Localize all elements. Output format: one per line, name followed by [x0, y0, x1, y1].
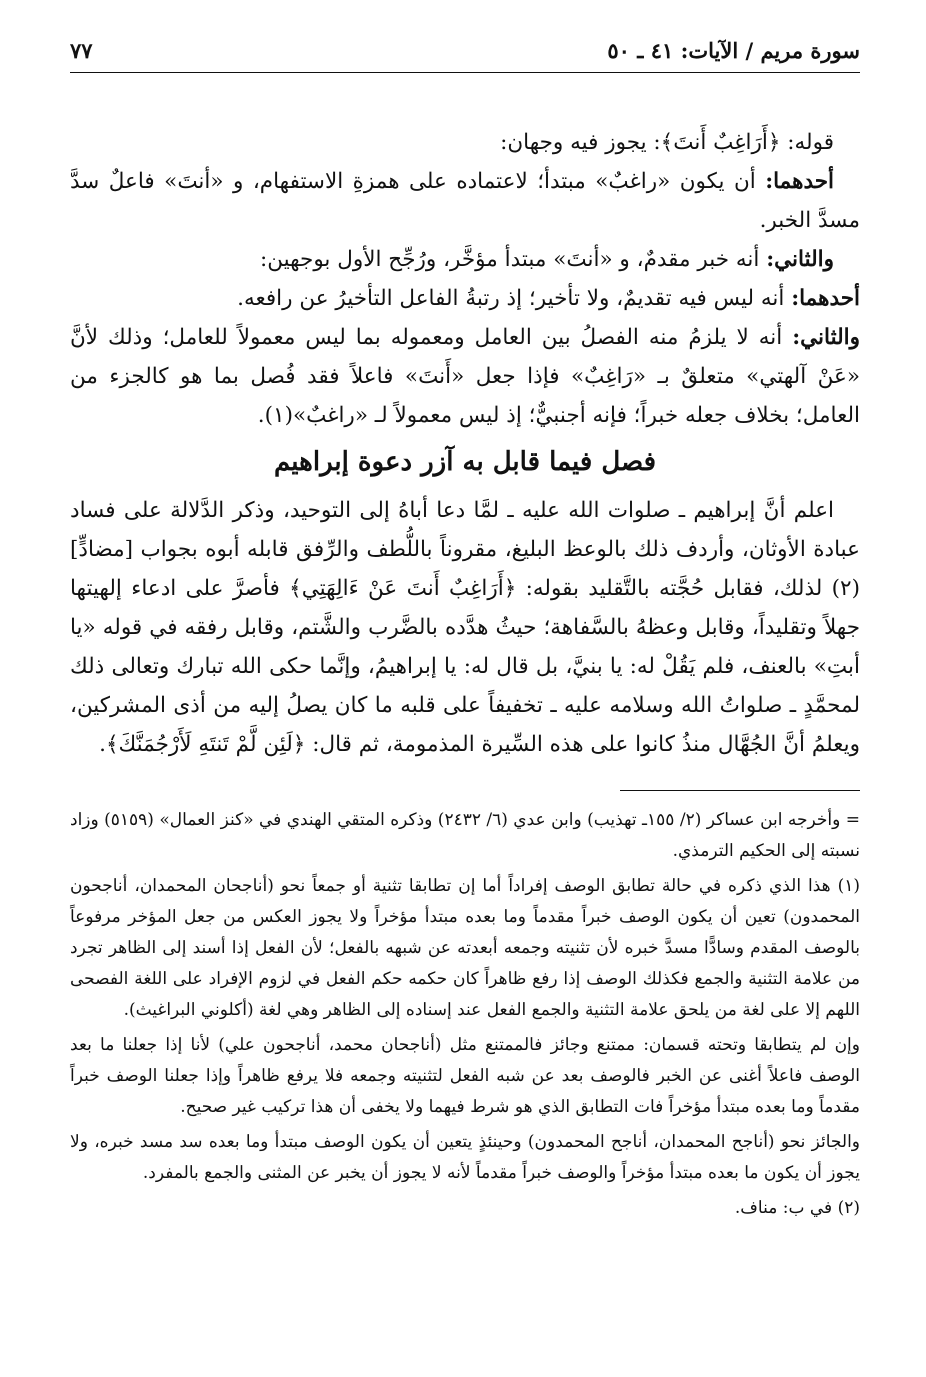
section-heading: فصل فيما قابل به آزر دعوة إبراهيم	[273, 447, 657, 477]
footnote-1-part-c: والجائز نحو (أناجح المحمدان، أناجح المحمدون) وحينئذٍ يتعين أن يكون الوصف مبتدأ وما بعده سد مسد خبره، ولا يجوز أن يكون ما بعده مبتدأ مؤخراً والوصف خبراً مقدماً لأنه لا يجوز أن يخبر عن المثنى والجمع بالمفرد.	[70, 1132, 860, 1183]
label-second: والثاني:	[766, 247, 834, 272]
paragraph-second-view	[70, 240, 860, 279]
page-header	[70, 32, 860, 73]
label-reason-one: أحدهما:	[791, 286, 860, 311]
text-reason-one: أنه ليس فيه تقديمٌ، ولا تأخير؛ إذ رتبةُ الفاعل التأخيرُ عن رافعه.	[237, 286, 792, 311]
footnote-continued: = وأخرجه ابن عساكر (٢/ ١٥٥ـ تهذيب) وابن عدي (٦/ ٢٤٣٢) وذكره المتقي الهندي في «كنز العمال» (٥١٥٩) وزاد نسبته إلى الحكيم الترمذي.	[70, 810, 860, 861]
paragraph-section-body: اعلم أنَّ إبراهيم ـ صلوات الله عليه ـ لمَّا دعا أباهُ إلى التوحيد، وذكر الدَّلالة على فساد عبادة الأوثان، وأردف ذلك بالوعظ البليغ، مقروناً باللُّطف والرِّفق قابله أبوه بجواب [مضادٍّ](٢) لذلك، فقابل حُجَّته بالتَّقليد بقوله: ﴿أَرَاغِبٌ أَنتَ عَنْ ءَالِهَتِي﴾ فأصرَّ على ادعاء إلهيتها جهلاً وتقليداً، وقابل وعظهُ بالسَّفاهة؛ حيثُ هدَّده بالضَّرب والشَّتم، وقابل رفقه في قوله «يا أبتِ» بالعنف، فلم يَقُلْ له: يا بنيَّ، بل قال له: يا إبراهيمُ، وإنَّما حكى الله تبارك وتعالى ذلك لمحمَّدٍ ـ صلواتُ الله وسلامه عليه ـ تخفيفاً على قلبه ما كان يصلُ إليه من أذى المشركين، ويعلمُ أنَّ الجُهَّال منذُ كانوا على هذه السِّيرة المذمومة، ثم قال: ﴿لَئِن لَّمْ تَنتَهِ لَأَرْجُمَنَّكَ﴾.	[70, 498, 860, 757]
page-number: ٧٧	[70, 38, 101, 63]
footnotes	[70, 805, 860, 1224]
paragraph-first-view	[70, 162, 860, 240]
footnote-divider	[620, 790, 860, 791]
label-reason-two: والثاني:	[792, 325, 860, 350]
paragraph-reason-one	[70, 279, 860, 318]
footnote-2: (٢) في ب: مناف.	[734, 1198, 860, 1218]
text-first: أن يكون «راغبٌ» مبتدأ؛ لاعتماده على همزةِ الاستفهام، و «أنتَ» فاعلٌ سدَّ مسدَّ الخبر.	[70, 169, 860, 233]
running-title: سورة مريم / الآيات: ٤١ ـ ٥٠	[599, 38, 860, 63]
text-second: أنه خبر مقدمٌ، و «أنتَ» مبتدأ مؤخَّر، ورُجِّح الأول بوجهين:	[260, 247, 767, 272]
paragraph-intro: قوله: ﴿أَرَاغِبٌ أَنتَ﴾: يجوز فيه وجهان:	[500, 130, 834, 155]
label-first: أحدهما:	[765, 169, 834, 194]
footnote-1-part-a: (١) هذا الذي ذكره في حالة تطابق الوصف إفراداً أما إن تطابقا تثنية أو جمعاً نحو (أناجحان المحمدان، أناجحون المحمدون) تعين أن يكون الوصف خبراً مقدماً وما بعده مبتدأ مؤخراً ولا يجوز العكس من جعل المؤخر مرفوعاً بالوصف المقدم وسادًّا مسدَّ خبره لأن تثنيته وجمعه أبعدته عن شبهه بالفعل؛ لأن الفعل إذا أسند إلى الظاهر تجرد من علامة التثنية والجمع فكذلك الوصف إذا رفع ظاهراً كان حكمه حكم الفعل في لزوم الإفراد على اللغة الفصحى اللهم إلا على لغة من يلحق علامة التثنية والجمع الفعل عند إسناده إلى الظاهر وهي لغة (أكلوني البراغيث).	[70, 876, 860, 1020]
book-page	[70, 32, 860, 1228]
paragraph-reason-two	[70, 318, 860, 435]
main-text	[70, 123, 860, 764]
text-reason-two: أنه لا يلزمُ منه الفصلُ بين العامل ومعموله بما ليس معمولاً للعامل؛ وذلك لأنَّ «عَنْ آلهتي» متعلقٌ بـ «رَاغِبٌ» فإذا جعل «أَنتَ» فاعلاً فقد فُصل بما هو كالجزء من العامل؛ بخلاف جعله خبراً؛ فإنه أجنبيٌّ؛ إذ ليس معمولاً لـ «راغبٌ»(١).	[70, 325, 860, 428]
footnote-1-part-b: وإن لم يتطابقا وتحته قسمان: ممتنع وجائز فالممتنع مثل (أناجحان محمد، أناجحون علي) لأنا إذا جعلنا ما بعد الوصف فاعلاً أغنى عن الخبر فالوصف بعد عن شبه الفعل لتثنيته وجمعه فلا يرفع ظاهراً وإذا جعلنا الوصف خبراً مقدماً وما بعده مبتدأ مؤخراً فات التطابق الذي هو شرط فيهما ولا يخفى أن هذا تركيب غير صحيح.	[70, 1035, 860, 1117]
